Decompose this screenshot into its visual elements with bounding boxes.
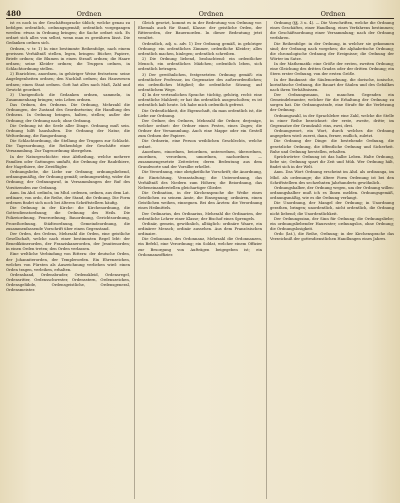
dictionary-paragraph: Die Unordnung, der Mangel der Ordnung; in Unordnung gerathen, bringen; unordentlich, nicht ordentlich, die Ordnung nicht liebend; die Unordentlichkeit. <box>270 201 394 216</box>
dictionary-paragraph: Der Ordner, des Ordners, Mehrzahl die Ordner, derjenige, welcher ordnet: der Ordner eines Festes, eines Zuges; die Ordner der Versammlung. Auch eine Mappe oder ein Gestell zum Ordnen der Papiere. <box>138 118 262 139</box>
dictionary-paragraph: Ordo (lat.), die Reihe, Ordnung; in der Kirchensprache das Verzeichniß der gottesdienstlichen Handlungen eines Jahres. <box>270 232 394 242</box>
dictionary-paragraph: Ordnungszahl, in der Sprachlehre eine Zahl, welche die Stelle in einer Reihe bezeichnet: der erste, zweite, dritte; im Gegensatze der Grundzahl: eins, zwei, drei. <box>270 113 394 128</box>
dictionary-paragraph: In der Baukunst: die Säulenordnung, die dorische, ionische, korinthische Ordnung, die Bauart der Säulen und des Gebälkes nach ihren Verhältnissen. <box>270 77 394 92</box>
dictionary-paragraph: Die Verordnung, eine obrigkeitliche Vorschrift; die Anordnung, die Einrichtung, Veranstaltung; die Unterordnung, das Verhältniß des Niedern zum Höhern; die Beiordnung, das Nebeneinanderstellen gleichartiger Glieder. <box>138 170 262 190</box>
dictionary-paragraph: Ordinär, gemein, gewöhnlich, alltäglich: ordinäre Waare, ein ordinärer Mensch; ordinär aussehen. Aus dem Französischen ordinaire. <box>138 221 262 237</box>
page-number: 480 <box>6 9 22 18</box>
dictionary-paragraph: Ordnung (§§. 3 u. 4). — Die Vorschriften, welche die Ordnung eines Geschäftes, einer Handlung, eines Verfahrens bestimmen; die Geschäftsordnung einer Versammlung; nach der Ordnung verfahren. <box>270 21 394 41</box>
dictionary-paragraph: Anm. Im Ahd. ordinôn, im Mhd. ordenen, ordnen, aus dem Lat. ordinare, von ordo, die Reihe, der Stand, die Ordnung. Die Form ordenen findet sich noch bei älteren Schriftstellern häufig. <box>6 190 130 205</box>
dictionary-paragraph: Der Orden, des Ordens, Mehrzahl die Orden, eine geistliche Gesellschaft, welche nach einer bestimmten Regel lebt: der Benediktinerorden, der Franziskanerorden, der Jesuitenorden; in einen Orden treten; den Orden verlassen. <box>6 231 130 252</box>
column-left <box>6 21 130 499</box>
dictionary-paragraph: Die Schlachtordnung, die Stellung der Truppen zur Schlacht. Die Tagesordnung, die Reihenfolge der Geschäfte einer Versammlung. Zur Tagesordnung übergehen. <box>6 139 130 154</box>
dictionary-paragraph: 2) Einrichten, anordnen, in gehöriger Weise festsetzen: seine Angelegenheiten ordnen; den Nachlaß ordnen; das Hauswesen ordnen; einen Staat ordnen. Gott hat alles nach Maß, Zahl und Gewicht geordnet. <box>6 72 130 92</box>
running-headword-center: Ordnen <box>198 9 224 18</box>
dictionary-paragraph: Ordnen, v. tr. 1) In eine bestimmte Reihenfolge, nach einem gewissen Verhältniß stellen, legen, bringen: Bücher, Papiere, Briefe ordnen; die Blumen in einen Strauß ordnen; die Haare ordnen; seine Kleider ordnen; die Truppen ordnen, in Schlachtordnung stellen. <box>6 46 130 72</box>
dictionary-paragraph: Die Ordnung der Dinge: die bestehende Ordnung, die gesetzliche Ordnung, die öffentliche Ordnung und Sicherheit. Ruhe und Ordnung herstellen, erhalten. <box>270 139 394 154</box>
dictionary-paragraph: Der Ordnungssinn, der Sinn für Ordnung; die Ordnungsliebe; ein ordnungsliebender Hausvater; ordnungslos, ohne Ordnung; die Ordnungslosigkeit. <box>270 216 394 231</box>
dictionary-paragraph: Ordensband, Ordensbruder, Ordenskleid, Ordensregel, Ordensritter, Ordensschwester, Ordensstern, Ordenszeichen, Ordensgelübde, Ordensgeistliche, Ordensgeneral, Ordensmeister. <box>6 273 130 293</box>
dictionary-paragraph: 3) Uneigentlich: die Gedanken ordnen, sammeln, in Zusammenhang bringen; sein Leben ordnen. <box>6 92 130 102</box>
dictionary-paragraph: Die Ordnung in der Kirche: die Kirchenordnung, die Gottesdienstordnung; die Ordnung des Heils. Die Polizeiordnung, Feuerordnung, Bauordnung, Gerichtsordnung, Prozeßordnung, Städteordnung, Gemeindeordnung, die zusammenfassende Vorschrift über einen Gegenstand. <box>6 206 130 231</box>
dictionary-paragraph: ist es noch in der Geschäftssprache üblich; welche genau zu befolgen ordentlich, ordnungsgemäß; ordentlich vorgegangen werden: etwas in Ordnung bringen; die Sache ordnet sich. Es ordnet sich alles von selbst, wenn man es gewähren lässt. Die Gedanken ordnen sich. <box>6 21 130 46</box>
running-headword-left: Ordnen <box>76 9 102 18</box>
dictionary-paragraph: 2) Die Ordnung liebend, beobachtend: ein ordentlicher Mensch, ein ordentliches Mädchen; ordentlich leben, sich ordentlich betragen. <box>138 57 262 72</box>
page-header <box>6 5 394 17</box>
column-middle <box>134 21 262 499</box>
dictionary-paragraph: In der Mathematik: eine Größe der ersten, zweiten Ordnung; eine Gleichung des dritten Grades oder der dritten Ordnung; ein Stern erster Ordnung, von der ersten Größe. <box>270 62 394 77</box>
dictionary-paragraph: Die Ordnerin, eine Person weiblichen Geschlechts, welche ordnet. <box>138 139 262 149</box>
header-rule <box>6 18 394 19</box>
dictionary-paragraph: Die Ordination, in der Kirchensprache die Weihe eines Geistlichen zu seinem Amte, die Einsegnung; ordiniren, einen Geistlichen weihen, einsegnen. Bei den Ärzten: die Verordnung eines Heilmittels. <box>138 190 262 211</box>
dictionary-paragraph: Die Ordnung ist die Seele aller Dinge. Ordnung muß sein. Ordnung hilft haushalten. Die Ordnung der Natur, die Weltordnung, die Rangordnung. <box>6 123 130 138</box>
dictionary-paragraph: Die Reihenfolge: in der Ordnung, in welcher sie gekommen sind; der Ordnung nach vorgehen; die alphabetische Ordnung; die chronologische Ordnung der Ereignisse; die Ordnung der Wörter im Satze. <box>270 41 394 61</box>
dictionary-paragraph: Die Ordentlichkeit, die Eigenschaft, da man ordentlich ist, die Liebe zur Ordnung. <box>138 108 262 118</box>
dictionary-paragraph: Anm. Das Wort Ordnung erscheint im Ahd. als ordinunga, im Mhd. als ordenunge; die ältere Form Ordenung ist bei den Schriftstellern des sechzehnten Jahrhunderts gewöhnlich. <box>270 170 394 185</box>
dictionary-paragraph: Der Ordinarius, des Ordinarius, Mehrzahl die Ordinarien, der ordentliche Lehrer einer Klasse; der Bischof eines Sprengels. <box>138 211 262 221</box>
dictionary-paragraph: 3) Der gewöhnlichen, festgesetzten Ordnung gemäß: ein ordentlicher Professor, im Gegensatze des außerordentlichen; ein ordentliches Mitglied; die ordentliche Sitzung; auf ordentlichem Wege. <box>138 72 262 92</box>
dictionary-paragraph: Anordnen, einordnen, beiordnen, unterordnen, überordnen, zuordnen, verordnen, umordnen, nachordnen — zusammengesetzte Zeitwörter, deren Bedeutung aus dem Grundworte und der Vorsilbe erhellet. <box>138 149 262 170</box>
dictionary-paragraph: Der Ordnungsmann, in manchen Gegenden ein Gemeindebeamter, welcher für die Erhaltung der Ordnung zu sorgen hat. Die Ordnungsstrafe, eine Strafe für die Verletzung der Ordnung. <box>270 93 394 113</box>
dictionary-paragraph: Ordnungsliebe, die Liebe zur Ordnung; ordnungsliebend, ordnungsmäßig, der Ordnung gemäß; ordnungswidrig, wider die Ordnung; der Ordnungsruf, in Versammlungen der Ruf des Vorsitzenden zur Ordnung. <box>6 170 130 190</box>
dictionary-paragraph: Die Ordonnanz, des Ordonnanz, Mehrzahl die Ordonnanzen, ein Befehl, eine Verordnung; ein Soldat, welcher einem Offizier zur Besorgung von Aufträgen beigegeben ist; ein Ordonnanzoffizier. <box>138 237 262 257</box>
text-columns <box>6 21 394 499</box>
dictionary-paragraph: Ordnungshalber, der Ordnung wegen, um der Ordnung willen: ordnungshalber muß ich es Ihnen melden. Ordnungsgemäß, ordnungsmäßig, wie es die Ordnung verlangt. <box>270 185 394 201</box>
dictionary-paragraph: Ordnungswort, ein Wort, durch welches die Ordnung angegeben wird: zuerst, dann, ferner, endlich, zuletzt. <box>270 129 394 139</box>
dictionary-paragraph: Eine weltliche Verbindung von Rittern: der deutsche Orden, der Johanniterorden, der Templerorden. Ein Ehrenzeichen, welches von Fürsten als Auszeichnung verliehen wird: einen Orden tragen, verleihen, erhalten. <box>6 252 130 272</box>
running-headword-right: Ordnen <box>320 9 346 18</box>
dictionary-paragraph: Das Ordnen, des Ordnens. Die Ordnung, Mehrzahl die Ordnungen, der Zustand des Geordnetseins; die Handlung des Ordnens. In Ordnung bringen, halten, stellen; außer der Ordnung; der Ordnung nach; ohne Ordnung. <box>6 103 130 123</box>
dictionary-paragraph: Sprichwörter: Ordnung ist das halbe Leben. Halte Ordnung, liebe sie, Ordnung spart dir Zeit und Müh. Wer Ordnung hält, findet sich in der Welt. <box>270 154 394 170</box>
dictionary-paragraph: 4) In der vertraulichen Sprache: tüchtig, gehörig, recht: eine ordentliche Mahlzeit; er hat ihn ordentlich ausgescholten; es ist ordentlich kalt heute. Ich habe mich ordentlich gefreut. <box>138 93 262 108</box>
dictionary-paragraph: In der Naturgeschichte: eine Abtheilung, welche mehrere Familien oder Gattungen umfaßt, die Ordnung der Raubthiere, der Nagethiere, der Zweiflügler. <box>6 154 130 169</box>
dictionary-paragraph: Gleich gesetzt, kommt es in der Bedeutung von Ordnung vor. Ehemals auch für Stand, Klasse: der geistliche Orden, der Ritterorden, der Bauernorden. In dieser Bedeutung jetzt veraltet. <box>138 21 262 41</box>
dictionary-paragraph: Ordentlich, adj. u. adv. 1) Der Ordnung gemäß, in gehöriger Ordnung: ein ordentliches Zimmer, ordentliche Kleider; alles ordentlich machen, hinlegen; ordentlich schreiben. <box>138 41 262 56</box>
column-right <box>266 21 394 499</box>
